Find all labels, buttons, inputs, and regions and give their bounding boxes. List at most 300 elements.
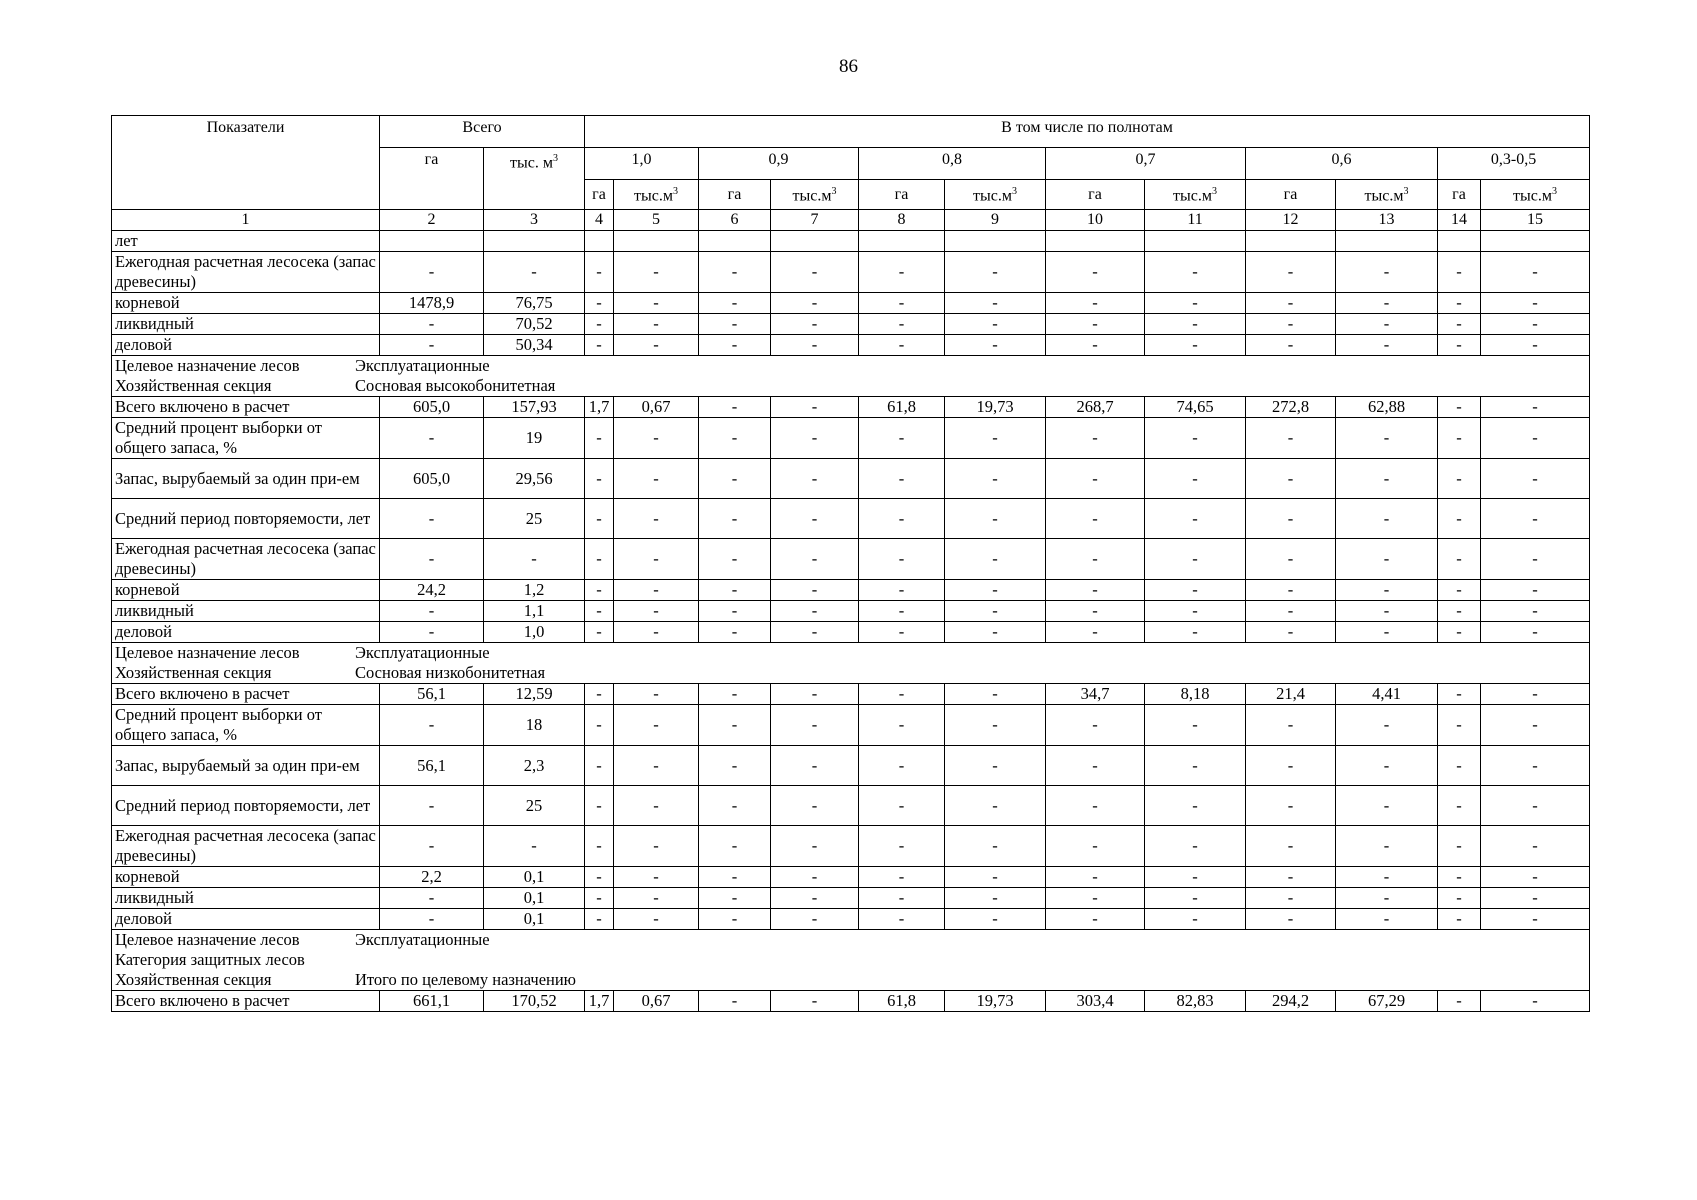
table-cell: - xyxy=(1481,867,1590,888)
row-label: Запас, вырубаемый за один при-ем xyxy=(112,746,380,786)
header-indicators: Показатели xyxy=(112,116,380,210)
table-cell: 0,67 xyxy=(614,397,699,418)
table-cell: - xyxy=(614,539,699,580)
table-cell xyxy=(859,231,945,252)
section-key: Категория защитных лесов xyxy=(115,950,305,969)
table-cell: - xyxy=(859,418,945,459)
unit-thous-m3 xyxy=(1481,180,1590,210)
table-cell: - xyxy=(1046,459,1145,499)
table-cell: - xyxy=(1438,459,1481,499)
section-info xyxy=(112,930,1590,991)
section-header-row xyxy=(112,356,1590,397)
table-cell: - xyxy=(859,746,945,786)
header-total-ha: га xyxy=(380,148,484,210)
table-cell: - xyxy=(1246,314,1336,335)
table-row xyxy=(112,418,1590,459)
table-cell: - xyxy=(1046,499,1145,539)
table-cell: - xyxy=(1246,826,1336,867)
section-value: Итого по целевому назначению xyxy=(355,970,577,989)
table-cell: - xyxy=(859,539,945,580)
table-cell: - xyxy=(945,705,1046,746)
column-number: 5 xyxy=(614,210,699,231)
table-cell: 2,2 xyxy=(380,867,484,888)
unit-thous-m3-text: тыс.м xyxy=(1364,187,1404,205)
table-cell: 25 xyxy=(484,499,585,539)
table-cell: - xyxy=(1438,684,1481,705)
table-cell: 62,88 xyxy=(1336,397,1438,418)
unit-thous-m3-text: тыс.м xyxy=(1173,187,1212,205)
table-cell: - xyxy=(1438,867,1481,888)
section-line xyxy=(115,930,1586,950)
table-cell xyxy=(1246,231,1336,252)
table-cell: - xyxy=(945,293,1046,314)
table-cell: - xyxy=(1438,991,1481,1012)
table-cell: 4,41 xyxy=(1336,684,1438,705)
table-cell: - xyxy=(1438,499,1481,539)
table-cell: - xyxy=(614,335,699,356)
table-cell: - xyxy=(585,499,614,539)
table-cell: - xyxy=(699,867,771,888)
row-label: лет xyxy=(112,231,380,252)
table-cell: - xyxy=(1336,601,1438,622)
table-row xyxy=(112,909,1590,930)
page-number: 86 xyxy=(839,56,858,77)
table-row xyxy=(112,867,1590,888)
table-cell: - xyxy=(1046,418,1145,459)
table-cell xyxy=(585,231,614,252)
table-cell: - xyxy=(699,397,771,418)
column-number: 15 xyxy=(1481,210,1590,231)
table-cell: - xyxy=(771,539,859,580)
row-label: деловой xyxy=(112,909,380,930)
table-cell: 82,83 xyxy=(1145,991,1246,1012)
table-cell xyxy=(380,231,484,252)
table-cell: - xyxy=(859,826,945,867)
section-key: Целевое назначение лесов xyxy=(115,930,300,949)
row-label: Ежегодная расчетная лесосека (запас древесины) xyxy=(112,252,380,293)
table-cell: - xyxy=(1246,580,1336,601)
unit-ha: га xyxy=(699,180,771,210)
table-cell: - xyxy=(1438,252,1481,293)
table-cell: - xyxy=(380,539,484,580)
table-row xyxy=(112,746,1590,786)
header-total-m3 xyxy=(484,148,585,210)
table-cell: - xyxy=(945,314,1046,335)
table-cell: 70,52 xyxy=(484,314,585,335)
table-cell: - xyxy=(771,499,859,539)
table-cell: - xyxy=(585,909,614,930)
table-cell: - xyxy=(1336,314,1438,335)
table-cell: - xyxy=(1246,252,1336,293)
table-cell: - xyxy=(699,580,771,601)
table-cell: - xyxy=(859,580,945,601)
table-cell: 50,34 xyxy=(484,335,585,356)
column-number: 8 xyxy=(859,210,945,231)
table-cell: - xyxy=(859,684,945,705)
forest-table-wrapper xyxy=(111,115,1590,1012)
table-cell: - xyxy=(614,418,699,459)
table-cell: - xyxy=(1046,888,1145,909)
table-cell: 19 xyxy=(484,418,585,459)
table-cell: 0,67 xyxy=(614,991,699,1012)
table-cell: - xyxy=(1481,826,1590,867)
table-cell: - xyxy=(1438,397,1481,418)
superscript-3: 3 xyxy=(1403,186,1409,198)
table-cell: - xyxy=(771,314,859,335)
section-line xyxy=(115,643,1586,663)
column-number: 2 xyxy=(380,210,484,231)
header-by-density: В том числе по полнотам xyxy=(585,116,1590,148)
table-row xyxy=(112,293,1590,314)
table-cell: - xyxy=(585,580,614,601)
table-cell: - xyxy=(1438,705,1481,746)
table-cell: 24,2 xyxy=(380,580,484,601)
section-line xyxy=(115,970,1586,990)
table-cell: - xyxy=(1145,746,1246,786)
superscript-3: 3 xyxy=(552,153,558,164)
table-cell: - xyxy=(1481,580,1590,601)
unit-thous-m3 xyxy=(1336,180,1438,210)
header-total-m3-text: тыс. м xyxy=(510,154,553,172)
table-cell: - xyxy=(699,418,771,459)
table-cell: - xyxy=(945,335,1046,356)
unit-ha: га xyxy=(1046,180,1145,210)
table-cell: - xyxy=(1438,314,1481,335)
table-cell: - xyxy=(1481,888,1590,909)
table-cell: - xyxy=(699,539,771,580)
unit-thous-m3-text: тыс.м xyxy=(634,187,673,205)
table-cell: - xyxy=(771,786,859,826)
table-cell: - xyxy=(1336,786,1438,826)
table-cell: 605,0 xyxy=(380,459,484,499)
table-cell: - xyxy=(1336,293,1438,314)
table-cell: - xyxy=(380,499,484,539)
table-cell: - xyxy=(771,684,859,705)
table-cell: - xyxy=(771,335,859,356)
density-1-0: 1,0 xyxy=(585,148,699,180)
section-value: Сосновая высокобонитетная xyxy=(355,376,556,395)
table-cell: - xyxy=(585,539,614,580)
table-cell: 0,1 xyxy=(484,867,585,888)
table-row xyxy=(112,826,1590,867)
table-cell: 661,1 xyxy=(380,991,484,1012)
table-cell: - xyxy=(614,252,699,293)
column-number: 14 xyxy=(1438,210,1481,231)
table-cell: - xyxy=(859,293,945,314)
table-cell: - xyxy=(771,293,859,314)
row-label: корневой xyxy=(112,580,380,601)
table-cell: - xyxy=(1438,746,1481,786)
table-cell: - xyxy=(945,909,1046,930)
table-cell: - xyxy=(1481,746,1590,786)
table-cell: - xyxy=(1145,888,1246,909)
table-cell: - xyxy=(1145,705,1246,746)
table-cell: 74,65 xyxy=(1145,397,1246,418)
table-cell: - xyxy=(1145,499,1246,539)
table-cell: - xyxy=(585,314,614,335)
table-cell: - xyxy=(859,888,945,909)
table-cell: - xyxy=(771,601,859,622)
table-cell: - xyxy=(771,991,859,1012)
table-cell: - xyxy=(1438,826,1481,867)
section-key: Целевое назначение лесов xyxy=(115,643,300,662)
table-cell: - xyxy=(1481,335,1590,356)
table-cell: - xyxy=(699,909,771,930)
table-cell: - xyxy=(614,705,699,746)
table-cell: - xyxy=(699,499,771,539)
table-cell: - xyxy=(1046,314,1145,335)
table-cell: - xyxy=(859,459,945,499)
table-cell: 272,8 xyxy=(1246,397,1336,418)
table-cell: 1,2 xyxy=(484,580,585,601)
table-cell: - xyxy=(859,909,945,930)
table-cell: - xyxy=(771,397,859,418)
unit-ha: га xyxy=(1246,180,1336,210)
column-number: 7 xyxy=(771,210,859,231)
section-header-row xyxy=(112,643,1590,684)
density-0-7: 0,7 xyxy=(1046,148,1246,180)
row-label: Запас, вырубаемый за один при-ем xyxy=(112,459,380,499)
table-cell: - xyxy=(585,705,614,746)
table-cell: - xyxy=(1336,580,1438,601)
row-label: Средний период повторяемости, лет xyxy=(112,786,380,826)
table-cell: - xyxy=(1246,601,1336,622)
table-cell: - xyxy=(1481,252,1590,293)
column-number: 12 xyxy=(1246,210,1336,231)
row-label: Всего включено в расчет xyxy=(112,397,380,418)
table-cell: - xyxy=(1336,499,1438,539)
table-cell: 1,7 xyxy=(585,397,614,418)
table-cell: - xyxy=(771,418,859,459)
table-cell: - xyxy=(699,684,771,705)
density-0-9: 0,9 xyxy=(699,148,859,180)
table-cell: - xyxy=(614,684,699,705)
row-label: Средний период повторяемости, лет xyxy=(112,499,380,539)
table-cell: 61,8 xyxy=(859,397,945,418)
column-numbers-row xyxy=(112,210,1590,231)
table-cell: - xyxy=(614,314,699,335)
table-cell: 268,7 xyxy=(1046,397,1145,418)
table-cell: - xyxy=(380,888,484,909)
table-cell: - xyxy=(614,826,699,867)
table-cell: - xyxy=(1438,580,1481,601)
column-number: 9 xyxy=(945,210,1046,231)
row-label: Всего включено в расчет xyxy=(112,684,380,705)
table-cell: - xyxy=(614,867,699,888)
table-cell: - xyxy=(771,580,859,601)
table-cell: - xyxy=(1481,991,1590,1012)
table-cell: - xyxy=(1246,746,1336,786)
table-cell: - xyxy=(1336,888,1438,909)
table-cell: 1,0 xyxy=(484,622,585,643)
table-cell: - xyxy=(1481,293,1590,314)
section-info xyxy=(112,356,1590,397)
table-cell: - xyxy=(1246,867,1336,888)
table-cell: - xyxy=(1481,397,1590,418)
table-cell xyxy=(1481,231,1590,252)
table-cell: - xyxy=(1046,580,1145,601)
table-cell: - xyxy=(1336,418,1438,459)
table-cell: - xyxy=(1046,622,1145,643)
unit-thous-m3 xyxy=(1145,180,1246,210)
density-0-6: 0,6 xyxy=(1246,148,1438,180)
table-cell: - xyxy=(585,418,614,459)
table-cell: - xyxy=(945,252,1046,293)
table-cell: - xyxy=(585,601,614,622)
table-cell: - xyxy=(1481,601,1590,622)
table-cell: - xyxy=(484,252,585,293)
table-cell: - xyxy=(380,826,484,867)
row-label: Средний процент выборки от общего запаса, % xyxy=(112,418,380,459)
table-row xyxy=(112,231,1590,252)
table-row xyxy=(112,397,1590,418)
table-cell: - xyxy=(1336,867,1438,888)
table-cell: 19,73 xyxy=(945,991,1046,1012)
table-cell: - xyxy=(585,622,614,643)
table-cell: - xyxy=(1145,909,1246,930)
table-cell: - xyxy=(859,335,945,356)
table-cell xyxy=(945,231,1046,252)
unit-thous-m3-text: тыс.м xyxy=(973,187,1012,205)
table-cell: - xyxy=(945,684,1046,705)
column-number: 11 xyxy=(1145,210,1246,231)
table-cell: - xyxy=(699,601,771,622)
table-cell: - xyxy=(1246,705,1336,746)
table-cell: - xyxy=(771,746,859,786)
table-cell: - xyxy=(1438,622,1481,643)
table-cell: - xyxy=(1145,252,1246,293)
table-cell: - xyxy=(1145,539,1246,580)
row-label: Ежегодная расчетная лесосека (запас древесины) xyxy=(112,539,380,580)
table-cell: - xyxy=(945,601,1046,622)
table-cell: - xyxy=(771,867,859,888)
table-cell: - xyxy=(1046,909,1145,930)
table-cell: - xyxy=(945,888,1046,909)
table-row xyxy=(112,705,1590,746)
table-cell: - xyxy=(1438,909,1481,930)
table-cell: - xyxy=(1481,705,1590,746)
table-row xyxy=(112,499,1590,539)
section-key: Целевое назначение лесов xyxy=(115,356,300,375)
table-cell: 1,1 xyxy=(484,601,585,622)
section-key: Хозяйственная секция xyxy=(115,376,272,395)
table-cell: - xyxy=(1481,539,1590,580)
table-cell: - xyxy=(1145,622,1246,643)
table-cell xyxy=(484,231,585,252)
table-cell: 0,1 xyxy=(484,888,585,909)
row-label: ликвидный xyxy=(112,314,380,335)
table-cell: - xyxy=(945,499,1046,539)
header-row-1 xyxy=(112,116,1590,148)
table-cell: - xyxy=(945,746,1046,786)
table-row xyxy=(112,580,1590,601)
header-total: Всего xyxy=(380,116,585,148)
table-cell: 0,1 xyxy=(484,909,585,930)
table-cell: - xyxy=(1336,539,1438,580)
section-value: Эксплуатационные xyxy=(355,930,490,949)
row-label: деловой xyxy=(112,335,380,356)
table-cell: - xyxy=(945,826,1046,867)
section-info xyxy=(112,643,1590,684)
unit-ha: га xyxy=(585,180,614,210)
table-cell: 25 xyxy=(484,786,585,826)
table-cell: - xyxy=(1046,705,1145,746)
table-cell: - xyxy=(859,499,945,539)
row-label: Средний процент выборки от общего запаса, % xyxy=(112,705,380,746)
table-cell: - xyxy=(1246,293,1336,314)
section-line xyxy=(115,376,1586,396)
table-cell: - xyxy=(614,601,699,622)
row-label: корневой xyxy=(112,867,380,888)
section-line xyxy=(115,663,1586,683)
column-number: 10 xyxy=(1046,210,1145,231)
table-cell: - xyxy=(945,418,1046,459)
table-cell: - xyxy=(945,622,1046,643)
table-cell: - xyxy=(380,252,484,293)
row-label: ликвидный xyxy=(112,888,380,909)
table-cell xyxy=(1438,231,1481,252)
table-cell: - xyxy=(1145,459,1246,499)
table-cell xyxy=(699,231,771,252)
table-cell xyxy=(1145,231,1246,252)
table-cell: - xyxy=(1438,418,1481,459)
table-cell: - xyxy=(1246,335,1336,356)
table-cell: - xyxy=(1481,459,1590,499)
table-cell: - xyxy=(585,867,614,888)
table-cell: - xyxy=(1438,786,1481,826)
table-cell: - xyxy=(699,459,771,499)
row-label: корневой xyxy=(112,293,380,314)
superscript-3: 3 xyxy=(1552,186,1558,198)
table-cell: - xyxy=(1246,909,1336,930)
table-cell: 19,73 xyxy=(945,397,1046,418)
table-cell: - xyxy=(945,459,1046,499)
table-row xyxy=(112,252,1590,293)
table-cell: - xyxy=(1246,499,1336,539)
section-value: Эксплуатационные xyxy=(355,643,490,662)
unit-thous-m3 xyxy=(771,180,859,210)
table-cell: - xyxy=(859,705,945,746)
table-cell: 294,2 xyxy=(1246,991,1336,1012)
table-cell: - xyxy=(1145,786,1246,826)
table-cell: - xyxy=(585,888,614,909)
table-cell: - xyxy=(699,622,771,643)
table-cell: - xyxy=(1046,539,1145,580)
column-number: 13 xyxy=(1336,210,1438,231)
table-cell: - xyxy=(614,622,699,643)
table-cell: - xyxy=(1246,539,1336,580)
table-cell: - xyxy=(859,622,945,643)
table-cell: - xyxy=(771,705,859,746)
table-cell: - xyxy=(1438,293,1481,314)
table-cell: - xyxy=(699,991,771,1012)
row-label: Ежегодная расчетная лесосека (запас древесины) xyxy=(112,826,380,867)
table-cell: - xyxy=(771,909,859,930)
table-cell: - xyxy=(1481,418,1590,459)
table-row xyxy=(112,335,1590,356)
table-cell: - xyxy=(1145,335,1246,356)
superscript-3: 3 xyxy=(673,186,678,198)
table-cell: - xyxy=(380,622,484,643)
table-cell: - xyxy=(771,459,859,499)
table-cell: - xyxy=(699,705,771,746)
table-cell: - xyxy=(585,335,614,356)
table-cell: - xyxy=(859,252,945,293)
table-cell: - xyxy=(699,293,771,314)
table-cell: 21,4 xyxy=(1246,684,1336,705)
table-cell: - xyxy=(1145,314,1246,335)
table-cell: - xyxy=(1246,459,1336,499)
